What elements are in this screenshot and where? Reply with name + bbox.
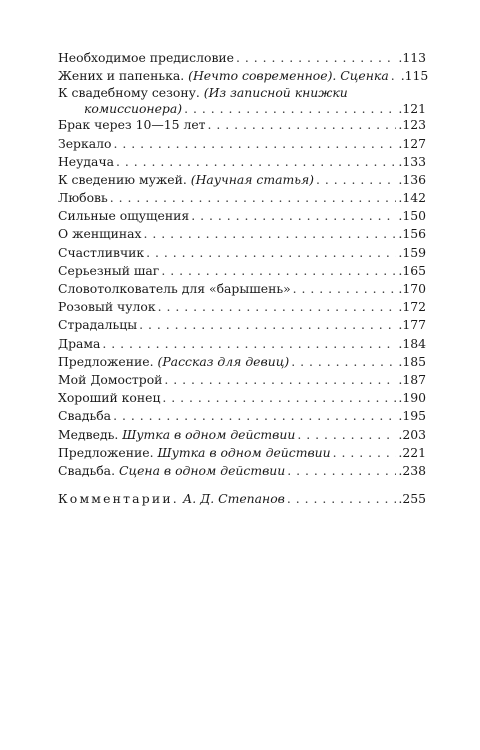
toc-entry[interactable] (58, 226, 426, 244)
toc-entry-subtitle: (Рассказ для девиц) (157, 353, 290, 369)
toc-entry-subtitle-cont: комиссионера) (84, 101, 183, 117)
toc-entry[interactable] (58, 85, 426, 116)
toc-entry-title: Сильные ощущения (58, 208, 190, 224)
toc-entry-title: Необходимое предисловие (58, 49, 235, 65)
toc-entry-title: Свадьба (58, 408, 112, 424)
leader-dots (146, 244, 396, 262)
toc-entry-title: Любовь (58, 190, 108, 206)
toc-entry-page: .187 (398, 371, 426, 387)
toc-entry[interactable] (58, 426, 426, 444)
leader-dots (113, 407, 396, 425)
comments-title: Комментарии. (58, 491, 179, 507)
toc-entry-title: Неудача (58, 153, 115, 169)
leader-dots (144, 225, 397, 243)
leader-dots (291, 353, 396, 371)
toc-entry-page: .115 (400, 68, 429, 84)
toc-entry-page: .177 (398, 317, 426, 333)
toc-entry-title: Свадьба. (58, 462, 116, 478)
toc-entry[interactable] (58, 353, 426, 371)
leader-dots (391, 67, 399, 85)
toc-entry-page: .238 (398, 462, 426, 478)
comments-page: .255 (398, 491, 426, 507)
leader-dots (110, 189, 397, 207)
leader-dots (161, 262, 396, 280)
toc-entry[interactable] (58, 462, 426, 480)
section-gap (58, 480, 426, 490)
leader-dots (158, 298, 397, 316)
toc-entry[interactable] (58, 153, 426, 171)
toc-entry-title: Брак через 10—15 лет (58, 117, 206, 133)
toc-entry-title: Зеркало (58, 135, 112, 151)
leader-dots (162, 389, 396, 407)
toc-entry-page: .127 (398, 135, 426, 151)
toc-entry-page: .150 (398, 208, 426, 224)
toc-entry-title: Предложение. (58, 353, 154, 369)
toc-entry-page: .172 (398, 299, 426, 315)
leader-dots (333, 444, 397, 462)
toc-entry-page: .136 (398, 171, 426, 187)
leader-dots (236, 49, 396, 67)
toc-entry[interactable] (58, 189, 426, 207)
toc-entry[interactable] (58, 135, 426, 153)
toc-entry-title: Серьезный шаг (58, 262, 160, 278)
toc-entry-title: О женщинах (58, 226, 142, 242)
toc-entry-page: .159 (398, 244, 426, 260)
toc-entry[interactable] (58, 67, 429, 85)
comments-author: А. Д. Степанов (182, 491, 285, 507)
toc-entry-page: .195 (398, 408, 426, 424)
toc-entry[interactable] (58, 444, 426, 462)
toc-entry-title: Медведь. (58, 426, 119, 442)
leader-dots (139, 316, 396, 334)
toc-entry[interactable] (58, 298, 426, 316)
leader-dots (191, 207, 396, 225)
toc-entry[interactable] (58, 280, 426, 298)
toc-entry-subtitle: (Из записной книжки (203, 85, 348, 101)
toc-entry-page: .185 (398, 353, 426, 369)
toc-entry[interactable] (58, 371, 426, 389)
leader-dots (287, 462, 396, 480)
leader-dots (164, 371, 396, 389)
toc-entry-title: К сведению мужей. (58, 171, 187, 187)
leader-dots (116, 153, 396, 171)
toc-entry-title: Жених и папенька. (58, 68, 185, 84)
toc-entry-page: .121 (398, 101, 426, 117)
leader-dots (184, 101, 396, 116)
toc-entry-title: Словотолкователь для «барышень» (58, 281, 291, 297)
toc-entry[interactable] (58, 49, 426, 67)
toc-entry-subtitle: (Нечто современное). Сценка (188, 68, 389, 84)
toc-entry-page: .221 (398, 444, 426, 460)
toc-entry-comments[interactable] (58, 490, 426, 508)
toc-entry-title: К свадебному сезону. (58, 85, 200, 101)
toc-entry[interactable] (58, 262, 426, 280)
toc-entry[interactable] (58, 244, 426, 262)
toc-entry-title: Хороший конец (58, 390, 161, 406)
toc-entry-page: .113 (398, 49, 426, 65)
toc-entry[interactable] (58, 316, 426, 334)
toc-entry-title: Драма (58, 335, 101, 351)
toc-entry-page: .142 (398, 190, 426, 206)
toc-entry-title: Розовый чулок (58, 299, 156, 315)
toc-entry-subtitle: Шутка в одном действии (122, 426, 296, 442)
toc-entry-title: Мой Домострой (58, 371, 163, 387)
leader-dots (297, 426, 396, 444)
toc-entry-subtitle: Шутка в одном действии (157, 444, 331, 460)
toc-entry-title: Предложение. (58, 444, 154, 460)
leader-dots (113, 135, 396, 153)
toc-entry-page: .133 (398, 153, 426, 169)
toc-entry[interactable] (58, 407, 426, 425)
toc-entry-page: .190 (398, 390, 426, 406)
toc-entry-page: .170 (398, 281, 426, 297)
toc-entry-subtitle: (Научная статья) (190, 171, 315, 187)
toc-entry-page: .165 (398, 262, 426, 278)
toc-entry[interactable] (58, 389, 426, 407)
toc-entry-page: .184 (398, 335, 426, 351)
leader-dots (293, 280, 397, 298)
toc-entry[interactable] (58, 335, 426, 353)
table-of-contents (58, 49, 429, 508)
toc-entry-subtitle: Сцена в одном действии (118, 462, 286, 478)
leader-dots (287, 490, 397, 508)
toc-entry-title: Счастливчик (58, 244, 145, 260)
leader-dots (316, 171, 396, 189)
toc-entry-page: .156 (398, 226, 426, 242)
toc-entry-page: .203 (398, 426, 426, 442)
toc-entry-page: .123 (398, 117, 426, 133)
leader-dots (208, 116, 397, 134)
leader-dots (102, 335, 396, 353)
toc-entry[interactable] (58, 207, 426, 225)
toc-entry[interactable] (58, 116, 426, 134)
toc-entry[interactable] (58, 171, 426, 189)
toc-entry-title: Страдальцы (58, 317, 138, 333)
